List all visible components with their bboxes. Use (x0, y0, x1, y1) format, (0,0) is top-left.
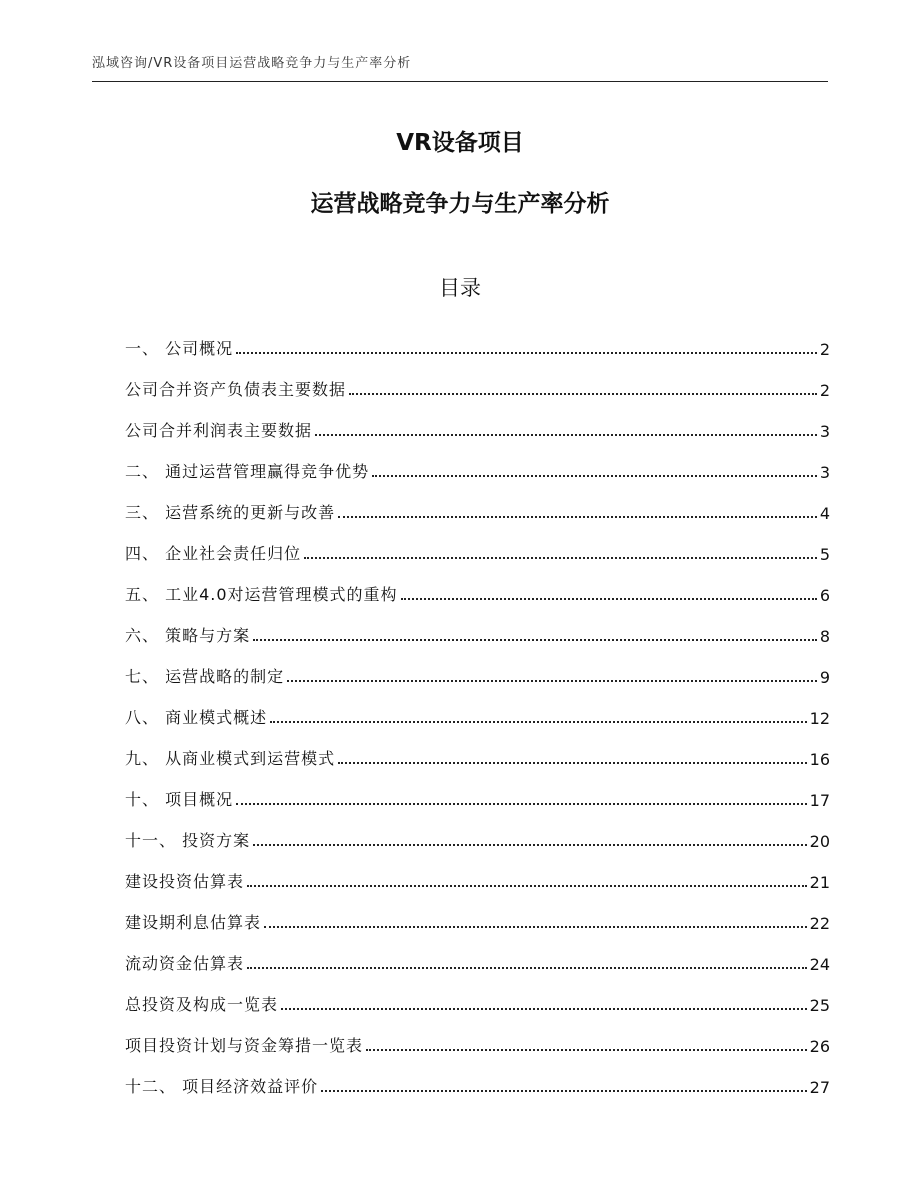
toc-dot-leader (270, 721, 807, 723)
toc-entry-label: 十二、 项目经济效益评价 (125, 1077, 319, 1096)
toc-entry-label: 十、 项目概况 (125, 790, 234, 809)
toc-dot-leader (253, 844, 807, 846)
toc-entry-page: 16 (809, 750, 830, 769)
toc-entry[interactable] (125, 769, 830, 810)
toc-entry[interactable] (125, 400, 830, 441)
toc-entry-page: 3 (819, 422, 830, 441)
toc-entry-label: 总投资及构成一览表 (125, 995, 279, 1014)
toc-dot-leader (349, 393, 817, 395)
toc-dot-leader (236, 803, 807, 805)
toc-entry-page: 22 (809, 914, 830, 933)
toc-entry-label: 一、 公司概况 (125, 339, 234, 358)
toc-entry[interactable] (125, 1056, 830, 1097)
toc-entry-page: 4 (819, 504, 830, 523)
toc-entry[interactable] (125, 318, 830, 359)
toc-entry[interactable] (125, 564, 830, 605)
toc-entry-page: 12 (809, 709, 830, 728)
toc-entry[interactable] (125, 687, 830, 728)
toc-dot-leader (247, 885, 807, 887)
toc-dot-leader (366, 1049, 807, 1051)
toc-entry[interactable] (125, 441, 830, 482)
toc-entry-label: 公司合并资产负债表主要数据 (125, 380, 347, 399)
toc-entry-page: 6 (819, 586, 830, 605)
toc-entry-label: 十一、 投资方案 (125, 831, 251, 850)
toc-entry-label: 四、 企业社会责任归位 (125, 544, 302, 563)
toc-dot-leader (372, 475, 817, 477)
toc-dot-leader (338, 762, 807, 764)
toc-dot-leader (287, 680, 817, 682)
toc-entry-page: 3 (819, 463, 830, 482)
toc-entry-label: 公司合并利润表主要数据 (125, 421, 313, 440)
toc-entry-label: 项目投资计划与资金筹措一览表 (125, 1036, 364, 1055)
toc-heading: 目录 (439, 276, 481, 300)
toc-entry[interactable] (125, 523, 830, 564)
toc-entry[interactable] (125, 482, 830, 523)
toc-entry-page: 2 (819, 340, 830, 359)
toc-entry-page: 25 (809, 996, 830, 1015)
toc-entry[interactable] (125, 974, 830, 1015)
toc-entry[interactable] (125, 810, 830, 851)
toc-entry-label: 三、 运营系统的更新与改善 (125, 503, 336, 522)
toc-entry[interactable] (125, 851, 830, 892)
toc-entry-page: 9 (819, 668, 830, 687)
toc-entry[interactable] (125, 359, 830, 400)
document-title-line-1: VR设备项目 (396, 130, 524, 156)
toc-entry[interactable] (125, 933, 830, 974)
table-of-contents (125, 318, 830, 1097)
toc-dot-leader (338, 516, 817, 518)
toc-entry[interactable] (125, 605, 830, 646)
toc-entry[interactable] (125, 1015, 830, 1056)
toc-entry-label: 建设投资估算表 (125, 872, 245, 891)
toc-entry-label: 建设期利息估算表 (125, 913, 262, 932)
toc-entry[interactable] (125, 646, 830, 687)
toc-dot-leader (321, 1090, 807, 1092)
running-header: 泓域咨询/VR设备项目运营战略竞争力与生产率分析 (92, 56, 412, 71)
toc-dot-leader (304, 557, 817, 559)
toc-entry-page: 17 (809, 791, 830, 810)
toc-dot-leader (281, 1008, 807, 1010)
toc-entry-page: 26 (809, 1037, 830, 1056)
toc-entry-label: 二、 通过运营管理赢得竞争优势 (125, 462, 370, 481)
toc-entry-page: 5 (819, 545, 830, 564)
toc-dot-leader (264, 926, 807, 928)
toc-entry[interactable] (125, 892, 830, 933)
toc-entry-label: 五、 工业4.0对运营管理模式的重构 (125, 585, 398, 604)
document-title-line-2: 运营战略竞争力与生产率分析 (310, 191, 610, 217)
toc-entry-label: 流动资金估算表 (125, 954, 245, 973)
toc-entry-page: 8 (819, 627, 830, 646)
toc-entry-page: 24 (809, 955, 830, 974)
toc-dot-leader (247, 967, 807, 969)
toc-entry-label: 八、 商业模式概述 (125, 708, 268, 727)
toc-dot-leader (315, 434, 817, 436)
toc-entry-label: 九、 从商业模式到运营模式 (125, 749, 336, 768)
toc-entry-page: 21 (809, 873, 830, 892)
toc-entry-page: 27 (809, 1078, 830, 1097)
toc-entry-label: 七、 运营战略的制定 (125, 667, 285, 686)
toc-dot-leader (236, 352, 817, 354)
toc-dot-leader (401, 598, 817, 600)
toc-entry[interactable] (125, 728, 830, 769)
toc-dot-leader (253, 639, 817, 641)
toc-entry-label: 六、 策略与方案 (125, 626, 251, 645)
toc-entry-page: 2 (819, 381, 830, 400)
toc-entry-page: 20 (809, 832, 830, 851)
header-rule (92, 81, 828, 82)
